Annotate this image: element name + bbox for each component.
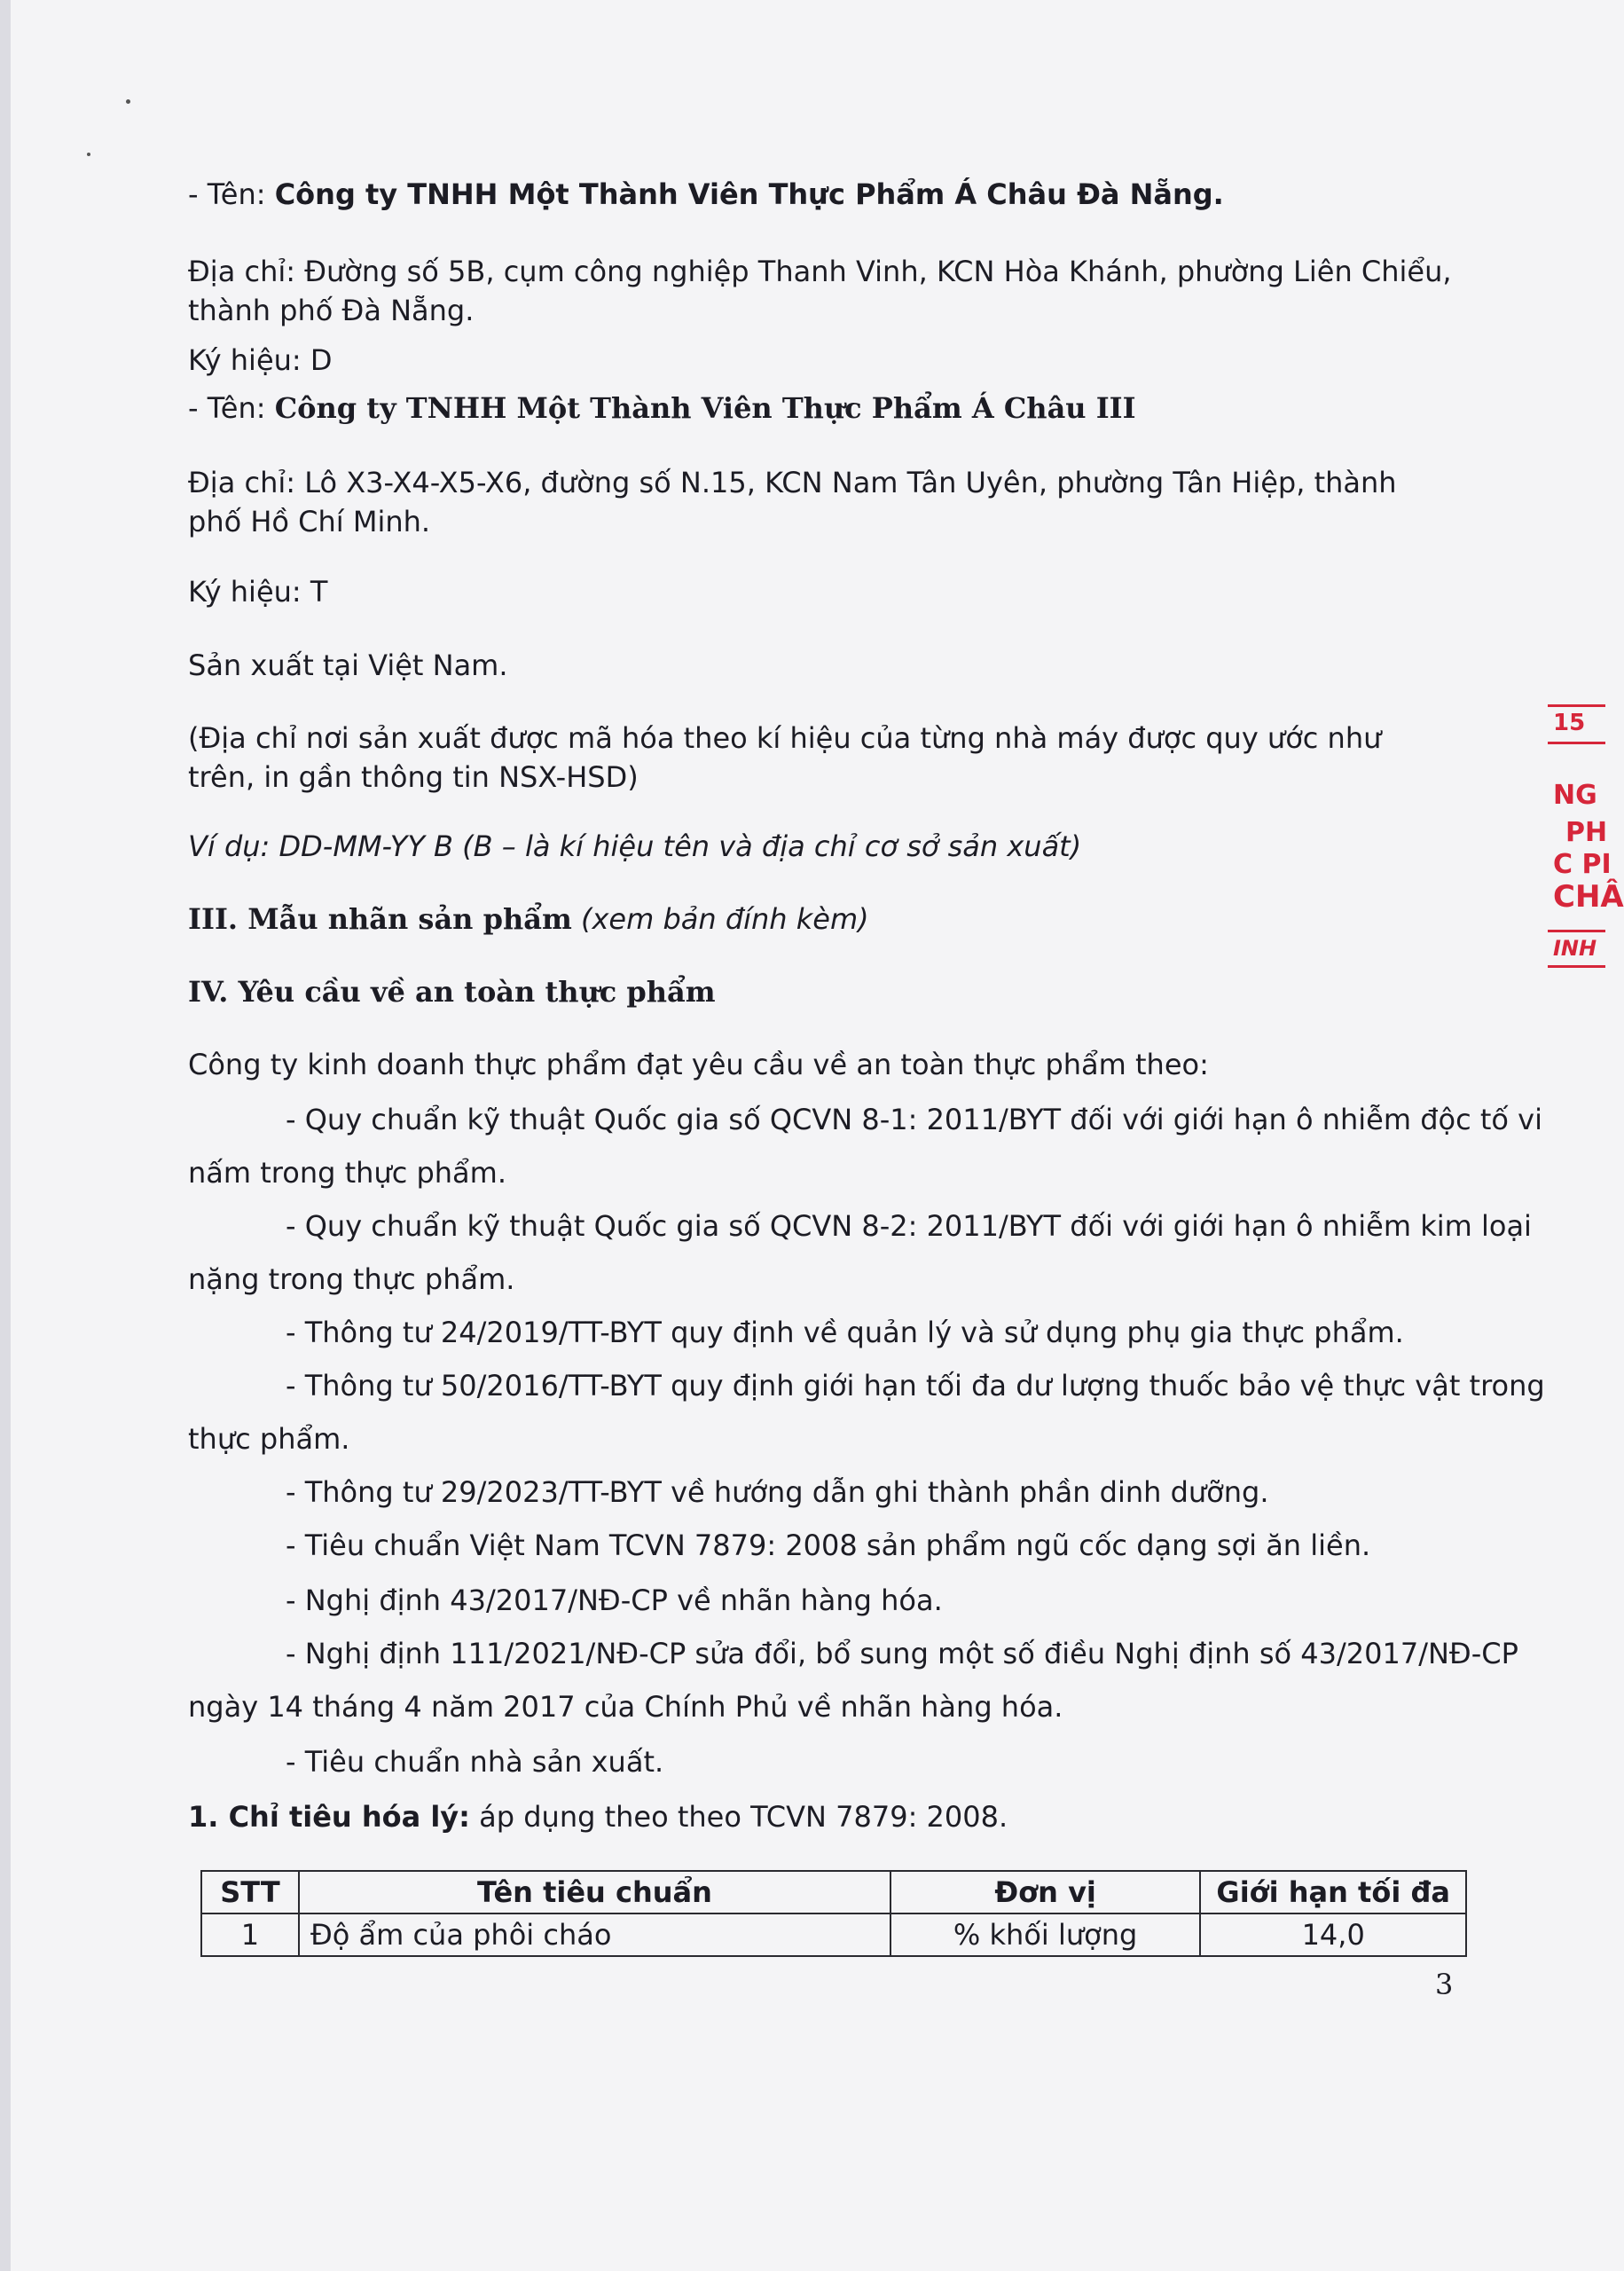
stamp-rule <box>1548 742 1605 744</box>
table-header-row <box>201 1871 1466 1913</box>
stamp-text: 15 <box>1553 710 1586 736</box>
cell-unit: % khối lượng <box>890 1913 1201 1956</box>
physicochemical-table <box>200 1870 1467 1957</box>
regulation-nd-111-2021: - Nghị định 111/2021/NĐ-CP sửa đổi, bổ sung một số điều Nghị định số 43/2017/NĐ-CP <box>286 1637 1518 1670</box>
address-iii: Địa chỉ: Lô X3-X4-X5-X6, đường số N.15, KCN Nam Tân Uyên, phường Tân Hiệp, thành phố Hồ Chí Minh. <box>188 466 1397 538</box>
stamp-rule <box>1548 965 1605 968</box>
page-edge-shadow <box>0 0 11 2271</box>
cell-criterion-name: Độ ẩm của phôi cháo <box>299 1913 890 1956</box>
stamp-text: NG <box>1553 780 1597 811</box>
stamp-text: INH <box>1553 936 1597 961</box>
header-max-limit: Giới hạn tối đa <box>1200 1871 1466 1913</box>
header-unit: Đơn vị <box>890 1871 1201 1913</box>
manufacturer-name-iii: - Tên: Công ty TNHH Một Thành Viên Thực Phẩm Á Châu III <box>188 391 1136 425</box>
page-number: 3 <box>1435 1968 1454 2001</box>
stamp-text: CHÂ <box>1553 879 1624 915</box>
scan-speck <box>87 153 90 156</box>
symbol-d: Ký hiệu: D <box>188 343 333 377</box>
regulation-qcvn-8-1-cont: nấm trong thực phẩm. <box>188 1156 506 1190</box>
table-row <box>201 1913 1466 1956</box>
regulation-tt-29-2023: - Thông tư 29/2023/TT-BYT về hướng dẫn ghi thành phần dinh dưỡng. <box>286 1475 1269 1509</box>
regulation-tt-50-2016-cont: thực phẩm. <box>188 1422 350 1456</box>
symbol-t: Ký hiệu: T <box>188 575 328 609</box>
regulation-qcvn-8-1: - Quy chuẩn kỹ thuật Quốc gia số QCVN 8-1: 2011/BYT đối với giới hạn ô nhiễm độc tố vi <box>286 1103 1542 1136</box>
section-iv-heading: IV. Yêu cầu về an toàn thực phẩm <box>188 975 716 1009</box>
physicochemical-heading: 1. Chỉ tiêu hóa lý: áp dụng theo theo TCVN 7879: 2008. <box>188 1800 1008 1834</box>
address-da-nang: Địa chỉ: Đường số 5B, cụm công nghiệp Thanh Vinh, KCN Hòa Khánh, phường Liên Chiểu, thành phố Đà Nẵng. <box>188 255 1452 327</box>
example-note: Ví dụ: DD-MM-YY B (B – là kí hiệu tên và địa chỉ cơ sở sản xuất) <box>188 829 1082 863</box>
red-seal-stamp-fragment <box>1548 701 1624 1002</box>
cell-stt: 1 <box>201 1913 299 1956</box>
regulation-tt-24-2019: - Thông tư 24/2019/TT-BYT quy định về quản lý và sử dụng phụ gia thực phẩm. <box>286 1316 1404 1349</box>
scan-speck <box>126 99 130 104</box>
regulation-nd-43-2017: - Nghị định 43/2017/NĐ-CP về nhãn hàng hóa. <box>286 1583 943 1617</box>
cell-max-limit: 14,0 <box>1200 1913 1466 1956</box>
address-encoding-note: (Địa chỉ nơi sản xuất được mã hóa theo kí hiệu của từng nhà máy được quy ước như trên, in gần thông tin NSX-HSD) <box>188 721 1382 794</box>
made-in-vietnam: Sản xuất tại Việt Nam. <box>188 648 508 682</box>
section-iii-heading: III. Mẫu nhãn sản phẩm (xem bản đính kèm) <box>188 902 869 936</box>
regulation-manufacturer-standard: - Tiêu chuẩn nhà sản xuất. <box>286 1745 664 1779</box>
stamp-text: C PI <box>1553 849 1612 880</box>
stamp-rule <box>1548 704 1605 707</box>
regulation-qcvn-8-2: - Quy chuẩn kỹ thuật Quốc gia số QCVN 8-2: 2011/BYT đối với giới hạn ô nhiễm kim loại <box>286 1209 1532 1243</box>
stamp-rule <box>1548 930 1605 932</box>
stamp-text: PH <box>1565 817 1608 848</box>
regulation-tt-50-2016: - Thông tư 50/2016/TT-BYT quy định giới hạn tối đa dư lượng thuốc bảo vệ thực vật trong <box>286 1369 1545 1403</box>
header-stt: STT <box>201 1871 299 1913</box>
regulation-qcvn-8-2-cont: nặng trong thực phẩm. <box>188 1262 515 1296</box>
regulation-tcvn-7879: - Tiêu chuẩn Việt Nam TCVN 7879: 2008 sản phẩm ngũ cốc dạng sợi ăn liền. <box>286 1528 1371 1562</box>
regulation-nd-111-2021-cont: ngày 14 tháng 4 năm 2017 của Chính Phủ về nhãn hàng hóa. <box>188 1690 1063 1724</box>
compliance-intro: Công ty kinh doanh thực phẩm đạt yêu cầu về an toàn thực phẩm theo: <box>188 1048 1209 1081</box>
manufacturer-name-da-nang: - Tên: Công ty TNHH Một Thành Viên Thực Phẩm Á Châu Đà Nẵng. <box>188 177 1224 211</box>
header-criterion-name: Tên tiêu chuẩn <box>299 1871 890 1913</box>
